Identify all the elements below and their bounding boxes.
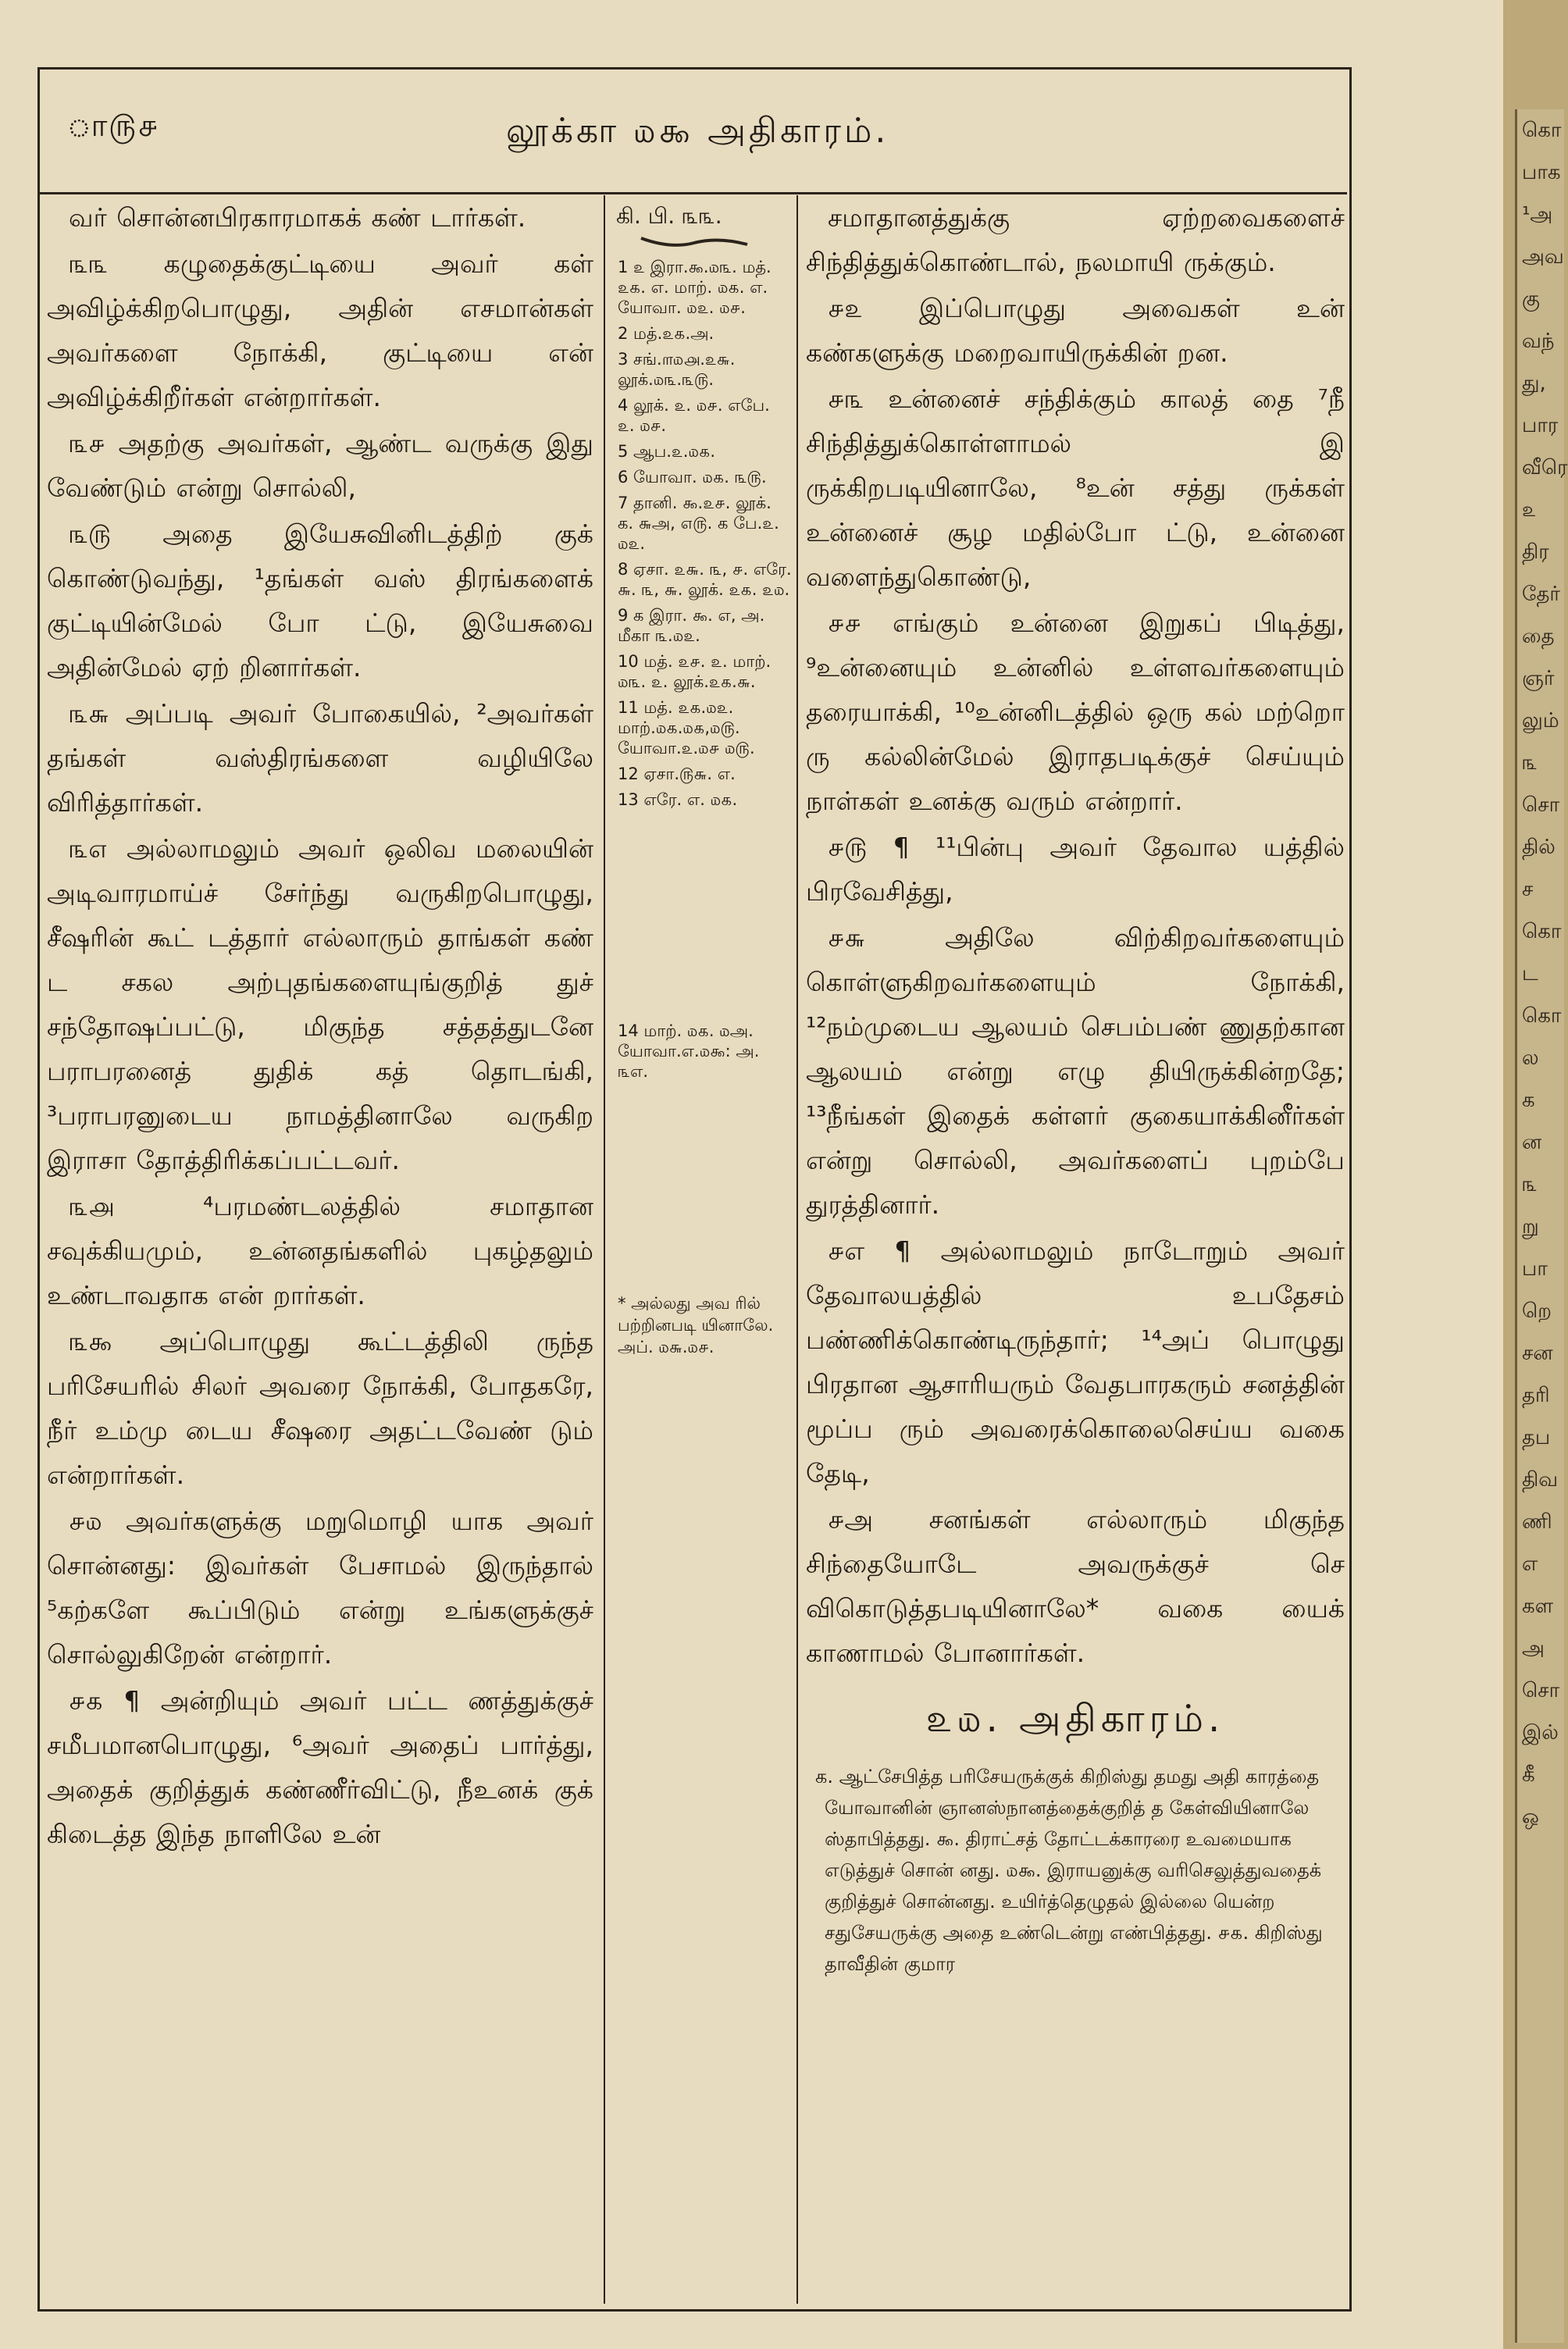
adjacent-page-fragment: பாக	[1522, 161, 1561, 184]
adjacent-page-fragment: கொ	[1522, 1004, 1562, 1028]
reference-entry: 9 க இரா. ௯. எ, அ. மீகா ௩.௰௨.	[618, 606, 765, 645]
adjacent-page-fragment: கொ	[1522, 920, 1562, 943]
adjacent-page-fragment: ன	[1522, 1131, 1542, 1154]
adjacent-page-fragment: தை	[1522, 625, 1555, 648]
running-title: லூக்கா ௰௯ அதிகாரம்.	[506, 111, 889, 151]
reference-entry: 10 மத். ௨௪. ௨. மாற். ௰௩. ௨. லூக்.௨௧.௬.	[618, 652, 772, 691]
verse-paragraph: ௪௧ ¶ அன்றியும் அவர் பட்ட ணத்துக்குச் சமீபமானபொழுது, ⁶அவர் அதைப் பார்த்து, அதைக் குறித்துக் கண்ணீர்விட்டு, நீஉனக் குக் கிடைத்த இந்த நாளிலே உன்	[47, 1685, 593, 1849]
verse-paragraph: வர் சொன்னபிரகாரமாகக் கண் டார்கள்.	[69, 202, 526, 233]
adjacent-page-fragment: ௩	[1522, 751, 1538, 775]
adjacent-page-fragment: தேர்	[1522, 583, 1560, 606]
reference-entry: 14 மாற். ௰௧. ௰அ. யோவா.எ.௰௯: அ. ௩எ.	[618, 1021, 760, 1081]
verse-paragraph: ௩௬ அப்படி அவர் போகையில், ²அவர்கள் தங்கள் வஸ்திரங்களை வழியிலே விரித்தார்கள்.	[47, 698, 593, 818]
adjacent-page-fragment: கொ	[1522, 119, 1562, 142]
right-text-column	[806, 195, 1345, 2304]
adjacent-page-fragment: திர	[1522, 540, 1549, 564]
adjacent-page-fragment: ஒ	[1522, 1805, 1539, 1829]
adjacent-page-fragment: தில்	[1522, 836, 1556, 859]
chapter-heading: ௨௰. அதிகாரம்.	[925, 1697, 1225, 1741]
reference-entry: 11 மத். ௨௧.௰௨. மாற்.௰௧.௰௧,௰௫. யோவா.௨.௰௪ ௰௫.	[618, 698, 755, 757]
adjacent-page-fragment: எ	[1522, 1552, 1538, 1576]
reference-heading: கி. பி. ௩௩.	[616, 203, 722, 229]
reference-entry: 5 ஆப.௨.௰௧.	[618, 442, 716, 461]
adjacent-page-fragment: பா	[1522, 1257, 1548, 1281]
adjacent-page-fragment: வந்	[1522, 330, 1555, 353]
cross-reference-column	[604, 195, 798, 2304]
adjacent-page-fragment: வீரெ	[1522, 456, 1568, 479]
reference-entry: 3 சங்.௱௰௮.௨௬. லூக்.௰௩.௩௫.	[618, 350, 736, 389]
adjacent-page-fragment: திவ	[1522, 1468, 1559, 1492]
verse-paragraph: ௪௫ ¶ ¹¹பின்பு அவர் தேவால யத்தில் பிரவேசித்து,	[806, 832, 1345, 907]
adjacent-page-fragment: பார	[1522, 414, 1559, 437]
left-text-column	[47, 195, 593, 2304]
verse-paragraph: ௪௰ அவர்களுக்கு மறுமொழி யாக அவர் சொன்னது: இவர்கள் பேசாமல் இருந்தால் ⁵கற்களே கூப்பிடும் என்று உங்களுக்குச் சொல்லுகிறேன் என்றார்.	[47, 1506, 593, 1670]
verse-paragraph: ௩௫ அதை இயேசுவினிடத்திற் குக் கொண்டுவந்து, ¹தங்கள் வஸ் திரங்களைக் குட்டியின்மேல் போ ட்டு, இயேசுவை அதின்மேல் ஏற் றினார்கள்.	[47, 519, 593, 683]
adjacent-page-fragment: தரி	[1522, 1384, 1550, 1407]
adjacent-page-fragment: கு	[1522, 287, 1540, 311]
reference-entry: 8 ஏசா. ௨௬. ௩, ௪. எரே. ௬. ௩, ௬. லூக். ௨௧. ௨௰.	[618, 560, 792, 599]
verse-paragraph: ௩௯ அப்பொழுது கூட்டத்திலி ருந்த பரிசேயரில் சிலர் அவரை நோக்கி, போதகரே, நீர் உம்மு டைய சீஷரை அதட்டவேண் டும் என்றார்கள்.	[47, 1326, 593, 1490]
verse-paragraph: ௪௩ உன்னைச் சந்திக்கும் காலத் தை ⁷நீ சிந்தித்துக்கொள்ளாமல் இ ருக்கிறபடியினாலே, ⁸உன் சத்து ருக்கள் உன்னைச் சூழ மதில்போ ட்டு, உன்னை வளைந்துகொண்டு,	[806, 383, 1345, 592]
adjacent-page-fragment: அவ	[1522, 245, 1564, 269]
adjacent-page-fragment: கீ	[1522, 1763, 1535, 1787]
adjacent-page-fragment: கள	[1522, 1595, 1554, 1618]
adjacent-page-fragment: து,	[1522, 372, 1546, 395]
page-number: ா௫௪	[67, 108, 160, 144]
verse-paragraph: ௪அ சனங்கள் எல்லாரும் மிகுந்த சிந்தையோடே அவருக்குச் செ விகொடுத்தபடியினாலே* வகை யைக் காணாமல் போனார்கள்.	[806, 1504, 1345, 1668]
adjacent-page-fragment: று	[1522, 1215, 1539, 1239]
reference-entry: 12 ஏசா.௫௬. எ.	[618, 765, 736, 783]
adjacent-page-fragment: இல்	[1522, 1721, 1559, 1745]
verse-paragraph: ௩௭ அல்லாமலும் அவர் ஒலிவ மலையின் அடிவாரமாய்ச் சேர்ந்து வருகிறபொழுது, சீஷரின் கூட் டத்தார் எல்லாரும் தாங்கள் கண் ட சகல அற்புதங்களையுங்குறித் துச் சந்தோஷப்பட்டு, மிகுந்த சத்தத்துடனே பராபரனைத் துதிக் கத் தொடங்கி, ³பராபரனுடைய நாமத்தினாலே வருகிற இராசா தோத்திரிக்கப்பட்டவர்.	[47, 833, 593, 1175]
adjacent-page-fragment: ட	[1522, 962, 1538, 986]
adjacent-page-fragment: அ	[1522, 1637, 1545, 1660]
chapter-summary: க. ஆட்சேபித்த பரிசேயருக்குக் கிறிஸ்து தமது அதி காரத்தை யோவானின் ஞானஸ்நானத்தைக்குறித் த கேள்வியினாலே ஸ்தாபித்தது. ௯. திராட்சத் தோட்டக்காரரை உவமையாக எடுத்துச் சொன் னது. ௰௯. இராயனுக்கு வரிசெலுத்துவதைக் குறித்துச் சொன்னது. உயிர்த்தெழுதல் இல்லை யென்ற சதுசேயருக்கு அதை உண்டென்று எண்பித்தது. ௪௧. கிறிஸ்து தாவீதின் குமார	[815, 1766, 1323, 1975]
adjacent-page-edge	[1515, 109, 1568, 2343]
reference-entry: 7 தானி. ௯.௨௪. லூக். க. ௬அ, ௭௫. க பே.௨. ௰௨.	[618, 494, 779, 553]
verse-paragraph: ௩௪ அதற்கு அவர்கள், ஆண்ட வருக்கு இது வேண்டும் என்று சொல்லி,	[47, 428, 593, 503]
verse-paragraph: ௪௬ அதிலே விற்கிறவர்களையும் கொள்ளுகிறவர்களையும் நோக்கி, ¹²நம்முடைய ஆலயம் செபம்பண் ணுதற்கான ஆலயம் என்று எழு தியிருக்கின்றதே; ¹³நீங்கள் இதைக் கள்ளர் குகையாக்கினீர்கள் என்று சொல்லி, அவர்களைப் புறம்பே துரத்தினார்.	[806, 922, 1345, 1220]
verse-paragraph: ௪எ ¶ அல்லாமலும் நாடோறும் அவர் தேவாலயத்தில் உபதேசம் பண்ணிக்கொண்டிருந்தார்; ¹⁴அப் பொழுது பிரதான ஆசாரியரும் வேதபாரகரும் சனத்தின் மூப்ப ரும் அவரைக்கொலைசெய்ய வகை தேடி,	[806, 1235, 1345, 1488]
ornamental-swash	[640, 235, 749, 248]
reference-entry: 1 ௨ இரா.௯.௰௩. மத். ௨௧. எ. மாற். ௰௧. எ. யோவா. ௰௨. ௰௪.	[618, 258, 772, 317]
reference-entry: 4 லூக். ௨. ௰௪. எபே. ௨. ௰௪.	[618, 396, 770, 435]
adjacent-page-fragment: ௨	[1522, 498, 1537, 522]
alternate-reading-note: * அல்லது அவ ரில் பற்றினபடி யினாலே. அப். ௰௬.௰௪.	[618, 1294, 774, 1356]
adjacent-page-fragment: சன	[1522, 1342, 1553, 1365]
verse-paragraph: ௪௪ எங்கும் உன்னை இறுகப் பிடித்து, ⁹உன்னையும் உன்னில் உள்ளவர்களையும் தரையாக்கி, ¹⁰உன்னிடத்தில் ஒரு கல் மற்றொ ரு கல்லின்மேல் இராதபடிக்குச் செய்யும் நாள்கள் உனக்கு வரும் என்றார்.	[806, 608, 1345, 816]
adjacent-page-fragment: சொ	[1522, 1679, 1560, 1702]
verse-paragraph: ௪௨ இப்பொழுது அவைகள் உன் கண்களுக்கு மறைவாயிருக்கின் றன.	[806, 293, 1345, 368]
adjacent-page-fragment: ச	[1522, 878, 1534, 901]
adjacent-page-fragment: ஞர்	[1522, 667, 1555, 690]
adjacent-page-fragment: சொ	[1522, 793, 1560, 817]
adjacent-page-fragment: லும்	[1522, 709, 1559, 733]
adjacent-page-fragment: றெ	[1522, 1299, 1552, 1323]
adjacent-page-fragment: தப	[1522, 1426, 1551, 1449]
adjacent-page-fragment: ல	[1522, 1046, 1539, 1070]
adjacent-page-fragment: க	[1522, 1089, 1535, 1112]
verse-paragraph: ௩௩ கழுதைக்குட்டியை அவர் கள் அவிழ்க்கிறபொழுது, அதின் எசமான்கள் அவர்களை நோக்கி, குட்டியை என் அவிழ்க்கிறீர்கள் என்றார்கள்.	[47, 248, 593, 412]
page-header	[37, 67, 1347, 194]
verse-paragraph: ௩௮ ⁴பரமண்டலத்தில் சமாதான சவுக்கியமும், உன்னதங்களில் புகழ்தலும் உண்டாவதாக என் றார்கள்.	[47, 1191, 593, 1310]
reference-entry: 13 எரே. எ. ௰௧.	[618, 790, 738, 809]
adjacent-page-fragment: ¹அ	[1522, 203, 1553, 226]
reference-entry: 6 யோவா. ௰௧. ௩௫.	[618, 468, 767, 487]
verse-paragraph: சமாதானத்துக்கு ஏற்றவைகளைச் சிந்தித்துக்கொண்டால், நலமாயி ருக்கும்.	[806, 202, 1345, 277]
reference-entry: 2 மத்.௨௧.அ.	[618, 324, 715, 343]
adjacent-page-fragment: ணி	[1522, 1510, 1552, 1534]
adjacent-page-fragment: ௩	[1522, 1173, 1538, 1196]
